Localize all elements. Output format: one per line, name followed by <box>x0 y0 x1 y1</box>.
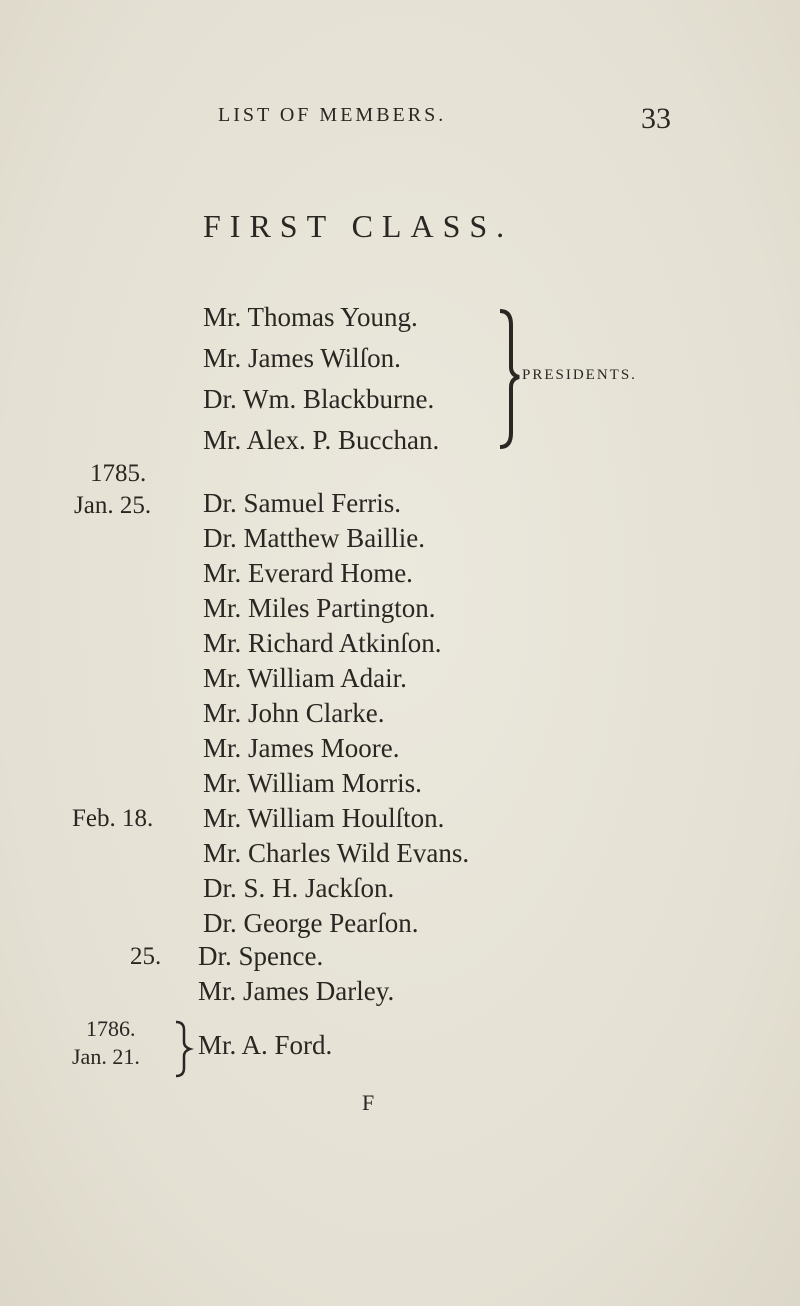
date-label: Jan. 21. <box>72 1044 140 1069</box>
member-entry: Mr. A. Ford. <box>198 1030 333 1060</box>
member-entry: Mr. James Moore. <box>203 733 400 763</box>
member-entry: Mr. William Morris. <box>203 768 422 798</box>
president-entry: Dr. Wm. Blackburne. <box>203 384 435 414</box>
member-entry: Dr. S. H. Jackſon. <box>203 873 395 903</box>
date-label: Jan. 25. <box>74 492 152 519</box>
presidents-label: PRESIDENTS. <box>522 367 637 383</box>
member-entry: Dr. Matthew Baillie. <box>203 523 425 553</box>
president-entry: Mr. James Wilſon. <box>203 343 401 373</box>
member-entry: Mr. James Darley. <box>198 976 395 1006</box>
member-entry: Mr. William Houlſton. <box>203 803 445 833</box>
page-number: 33 <box>641 102 671 135</box>
year-label: 1785. <box>90 460 147 487</box>
date-label: 25. <box>130 943 162 970</box>
president-entry: Mr. Thomas Young. <box>203 302 418 332</box>
date-label: Feb. 18. <box>72 805 154 832</box>
member-entry: Mr. Everard Home. <box>203 558 413 588</box>
member-entry: Dr. Samuel Ferris. <box>203 488 401 518</box>
member-entry: Mr. Charles Wild Evans. <box>203 838 470 868</box>
member-entry: Mr. William Adair. <box>203 663 407 693</box>
member-entry: Dr. Spence. <box>198 941 324 971</box>
president-entry: Mr. Alex. P. Bucchan. <box>203 425 440 455</box>
date-brace-icon <box>172 1018 194 1080</box>
member-entry: Mr. John Clarke. <box>203 698 385 728</box>
member-entry: Mr. Miles Partington. <box>203 593 436 623</box>
year-label: 1786. <box>86 1016 136 1041</box>
running-header: LIST OF MEMBERS. <box>218 104 447 126</box>
section-title: FIRST CLASS. <box>203 208 514 244</box>
member-entry: Dr. George Pearſon. <box>203 908 419 938</box>
signature-mark: F <box>362 1090 375 1115</box>
member-entry: Mr. Richard Atkinſon. <box>203 628 442 658</box>
